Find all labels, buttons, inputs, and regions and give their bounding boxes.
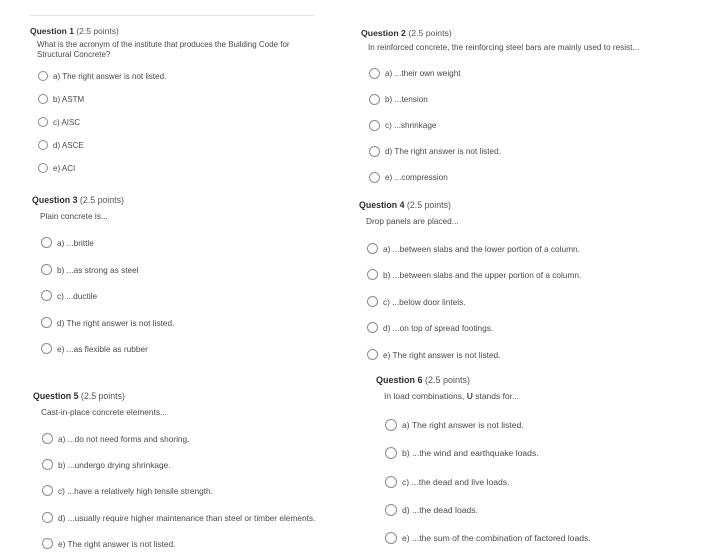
question-6-option-b[interactable]: [385, 447, 539, 459]
option-label: b) ASTM: [53, 94, 85, 104]
radio-button[interactable]: [369, 172, 380, 183]
question-6-option-e[interactable]: [385, 532, 591, 544]
radio-button[interactable]: [41, 237, 52, 248]
option-label: d) The right answer is not listed.: [385, 147, 501, 156]
option-label: c) ...shrinkage: [385, 121, 437, 130]
option-label: c) ...below door lintels.: [383, 296, 466, 307]
radio-button[interactable]: [38, 140, 48, 150]
question-5-prompt: Cast-in-place concrete elements...: [41, 407, 167, 417]
question-5-points: (2.5 points): [80, 391, 125, 401]
option-label: e) The right answer is not listed.: [58, 538, 176, 549]
option-label: e) The right answer is not listed.: [383, 349, 501, 360]
option-label: b) ...as strong as steel: [57, 264, 139, 275]
radio-button[interactable]: [385, 532, 397, 544]
question-6-option-a[interactable]: [385, 419, 524, 431]
radio-button[interactable]: [367, 322, 378, 333]
question-4-option-b[interactable]: [367, 269, 581, 280]
question-1-points: (2.5 points): [76, 26, 119, 36]
question-4-option-c[interactable]: [367, 296, 466, 307]
question-1-number: Question 1: [30, 26, 74, 36]
question-4-option-e[interactable]: [367, 349, 500, 360]
option-label: d) ...on top of spread footings.: [383, 322, 494, 333]
radio-button[interactable]: [369, 120, 380, 131]
question-4-prompt: Drop panels are placed...: [366, 216, 459, 226]
option-label: a) ...brittle: [57, 237, 94, 248]
question-4-title: [359, 200, 451, 210]
question-3-prompt: Plain concrete is...: [40, 211, 108, 221]
question-2-option-e[interactable]: [369, 172, 448, 183]
option-label: a) ...do not need forms and shoring.: [58, 433, 190, 444]
question-5-option-d[interactable]: [42, 512, 315, 523]
question-5-number: Question 5: [33, 391, 79, 401]
option-label: e) ...as flexible as rubber: [57, 343, 148, 354]
question-6-number: Question 6: [376, 375, 423, 385]
option-label: d) ASCE: [53, 140, 84, 150]
radio-button[interactable]: [385, 476, 397, 488]
radio-button[interactable]: [41, 343, 52, 354]
question-1-option-c[interactable]: [38, 117, 80, 127]
option-label: d) The right answer is not listed.: [57, 317, 175, 328]
radio-button[interactable]: [38, 94, 48, 104]
prompt-text: In load combinations,: [384, 391, 467, 401]
question-6-points: (2.5 points): [425, 375, 471, 385]
option-label: d) ...usually require higher maintenance than steel or timber elements.: [58, 512, 316, 523]
question-2-option-c[interactable]: [369, 120, 436, 131]
question-1-option-e[interactable]: [38, 163, 75, 173]
radio-button[interactable]: [38, 117, 48, 127]
radio-button[interactable]: [369, 94, 380, 105]
option-label: e) ...the sum of the combination of factored loads.: [402, 533, 591, 543]
radio-button[interactable]: [41, 317, 52, 328]
question-2-points: (2.5 points): [408, 28, 452, 38]
question-6-option-d[interactable]: [385, 504, 478, 516]
top-divider: [30, 15, 314, 16]
radio-button[interactable]: [385, 504, 397, 516]
radio-button[interactable]: [41, 264, 52, 275]
radio-button[interactable]: [42, 538, 53, 549]
question-5-title: [33, 391, 125, 401]
question-6-title: [376, 375, 470, 385]
radio-button[interactable]: [367, 269, 378, 280]
question-1-prompt: What is the acronym of the institute that produces the Building Code for Structural Concrete?: [37, 40, 290, 59]
question-1-option-a[interactable]: [38, 71, 166, 81]
question-3-title: [32, 195, 124, 205]
question-2-prompt: In reinforced concrete, the reinforcing steel bars are mainly used to resist...: [368, 43, 640, 52]
prompt-text: stands for...: [472, 391, 520, 401]
option-label: e) ...compression: [385, 173, 448, 182]
question-2-option-a[interactable]: [369, 68, 461, 79]
radio-button[interactable]: [42, 459, 53, 470]
option-label: a) The right answer is not listed.: [53, 71, 167, 81]
option-label: c) AISC: [53, 117, 81, 127]
option-label: b) ...undergo drying shrinkage.: [58, 459, 171, 470]
question-2-option-b[interactable]: [369, 94, 428, 105]
question-1-title: [30, 26, 119, 36]
radio-button[interactable]: [385, 447, 397, 459]
option-label: b) ...the wind and earthquake loads.: [402, 448, 539, 458]
radio-button[interactable]: [367, 243, 378, 254]
question-4-option-a[interactable]: [367, 243, 580, 254]
option-label: d) ...the dead loads.: [402, 505, 478, 515]
radio-button[interactable]: [367, 296, 378, 307]
option-label: b) ...between slabs and the upper portion of a column.: [383, 269, 582, 280]
question-6-prompt: [384, 391, 684, 401]
radio-button[interactable]: [369, 146, 380, 157]
radio-button[interactable]: [41, 290, 52, 301]
radio-button[interactable]: [42, 433, 53, 444]
option-label: c) ...have a relatively high tensile strength.: [58, 485, 213, 496]
option-label: c) ...the dead and live loads.: [402, 477, 510, 487]
question-3-option-c[interactable]: [41, 290, 97, 301]
question-5-option-c[interactable]: [42, 485, 213, 496]
question-2-option-d[interactable]: [369, 146, 501, 157]
question-4-points: (2.5 points): [406, 200, 451, 210]
option-label: e) ACI: [53, 163, 76, 173]
radio-button[interactable]: [369, 68, 380, 79]
question-5-option-a[interactable]: [42, 433, 189, 444]
question-3-option-a[interactable]: [41, 237, 94, 248]
option-label: a) ...their own weight: [385, 69, 461, 78]
radio-button[interactable]: [38, 71, 48, 81]
question-1-option-b[interactable]: [38, 94, 84, 104]
question-3-option-d[interactable]: [41, 317, 174, 328]
prompt-bold-term: U: [466, 391, 473, 401]
question-3-option-b[interactable]: [41, 264, 139, 275]
question-4-option-d[interactable]: [367, 322, 493, 333]
question-2-title: [361, 28, 452, 38]
question-6-option-c[interactable]: [385, 476, 510, 488]
radio-button[interactable]: [42, 512, 53, 523]
question-2-number: Question 2: [361, 28, 406, 38]
option-label: b) ...tension: [385, 95, 428, 104]
question-3-points: (2.5 points): [79, 195, 124, 205]
question-1-option-d[interactable]: [38, 140, 84, 150]
radio-button[interactable]: [38, 163, 48, 173]
question-4-number: Question 4: [359, 200, 405, 210]
radio-button[interactable]: [367, 349, 378, 360]
option-label: c) ...ductile: [57, 290, 98, 301]
option-label: a) ...between slabs and the lower portion of a column.: [383, 243, 580, 254]
radio-button[interactable]: [385, 419, 397, 431]
question-5-option-b[interactable]: [42, 459, 171, 470]
question-3-number: Question 3: [32, 195, 78, 205]
radio-button[interactable]: [42, 485, 53, 496]
question-5-option-e[interactable]: [42, 538, 175, 549]
option-label: a) The right answer is not listed.: [402, 420, 524, 430]
question-3-option-e[interactable]: [41, 343, 148, 354]
